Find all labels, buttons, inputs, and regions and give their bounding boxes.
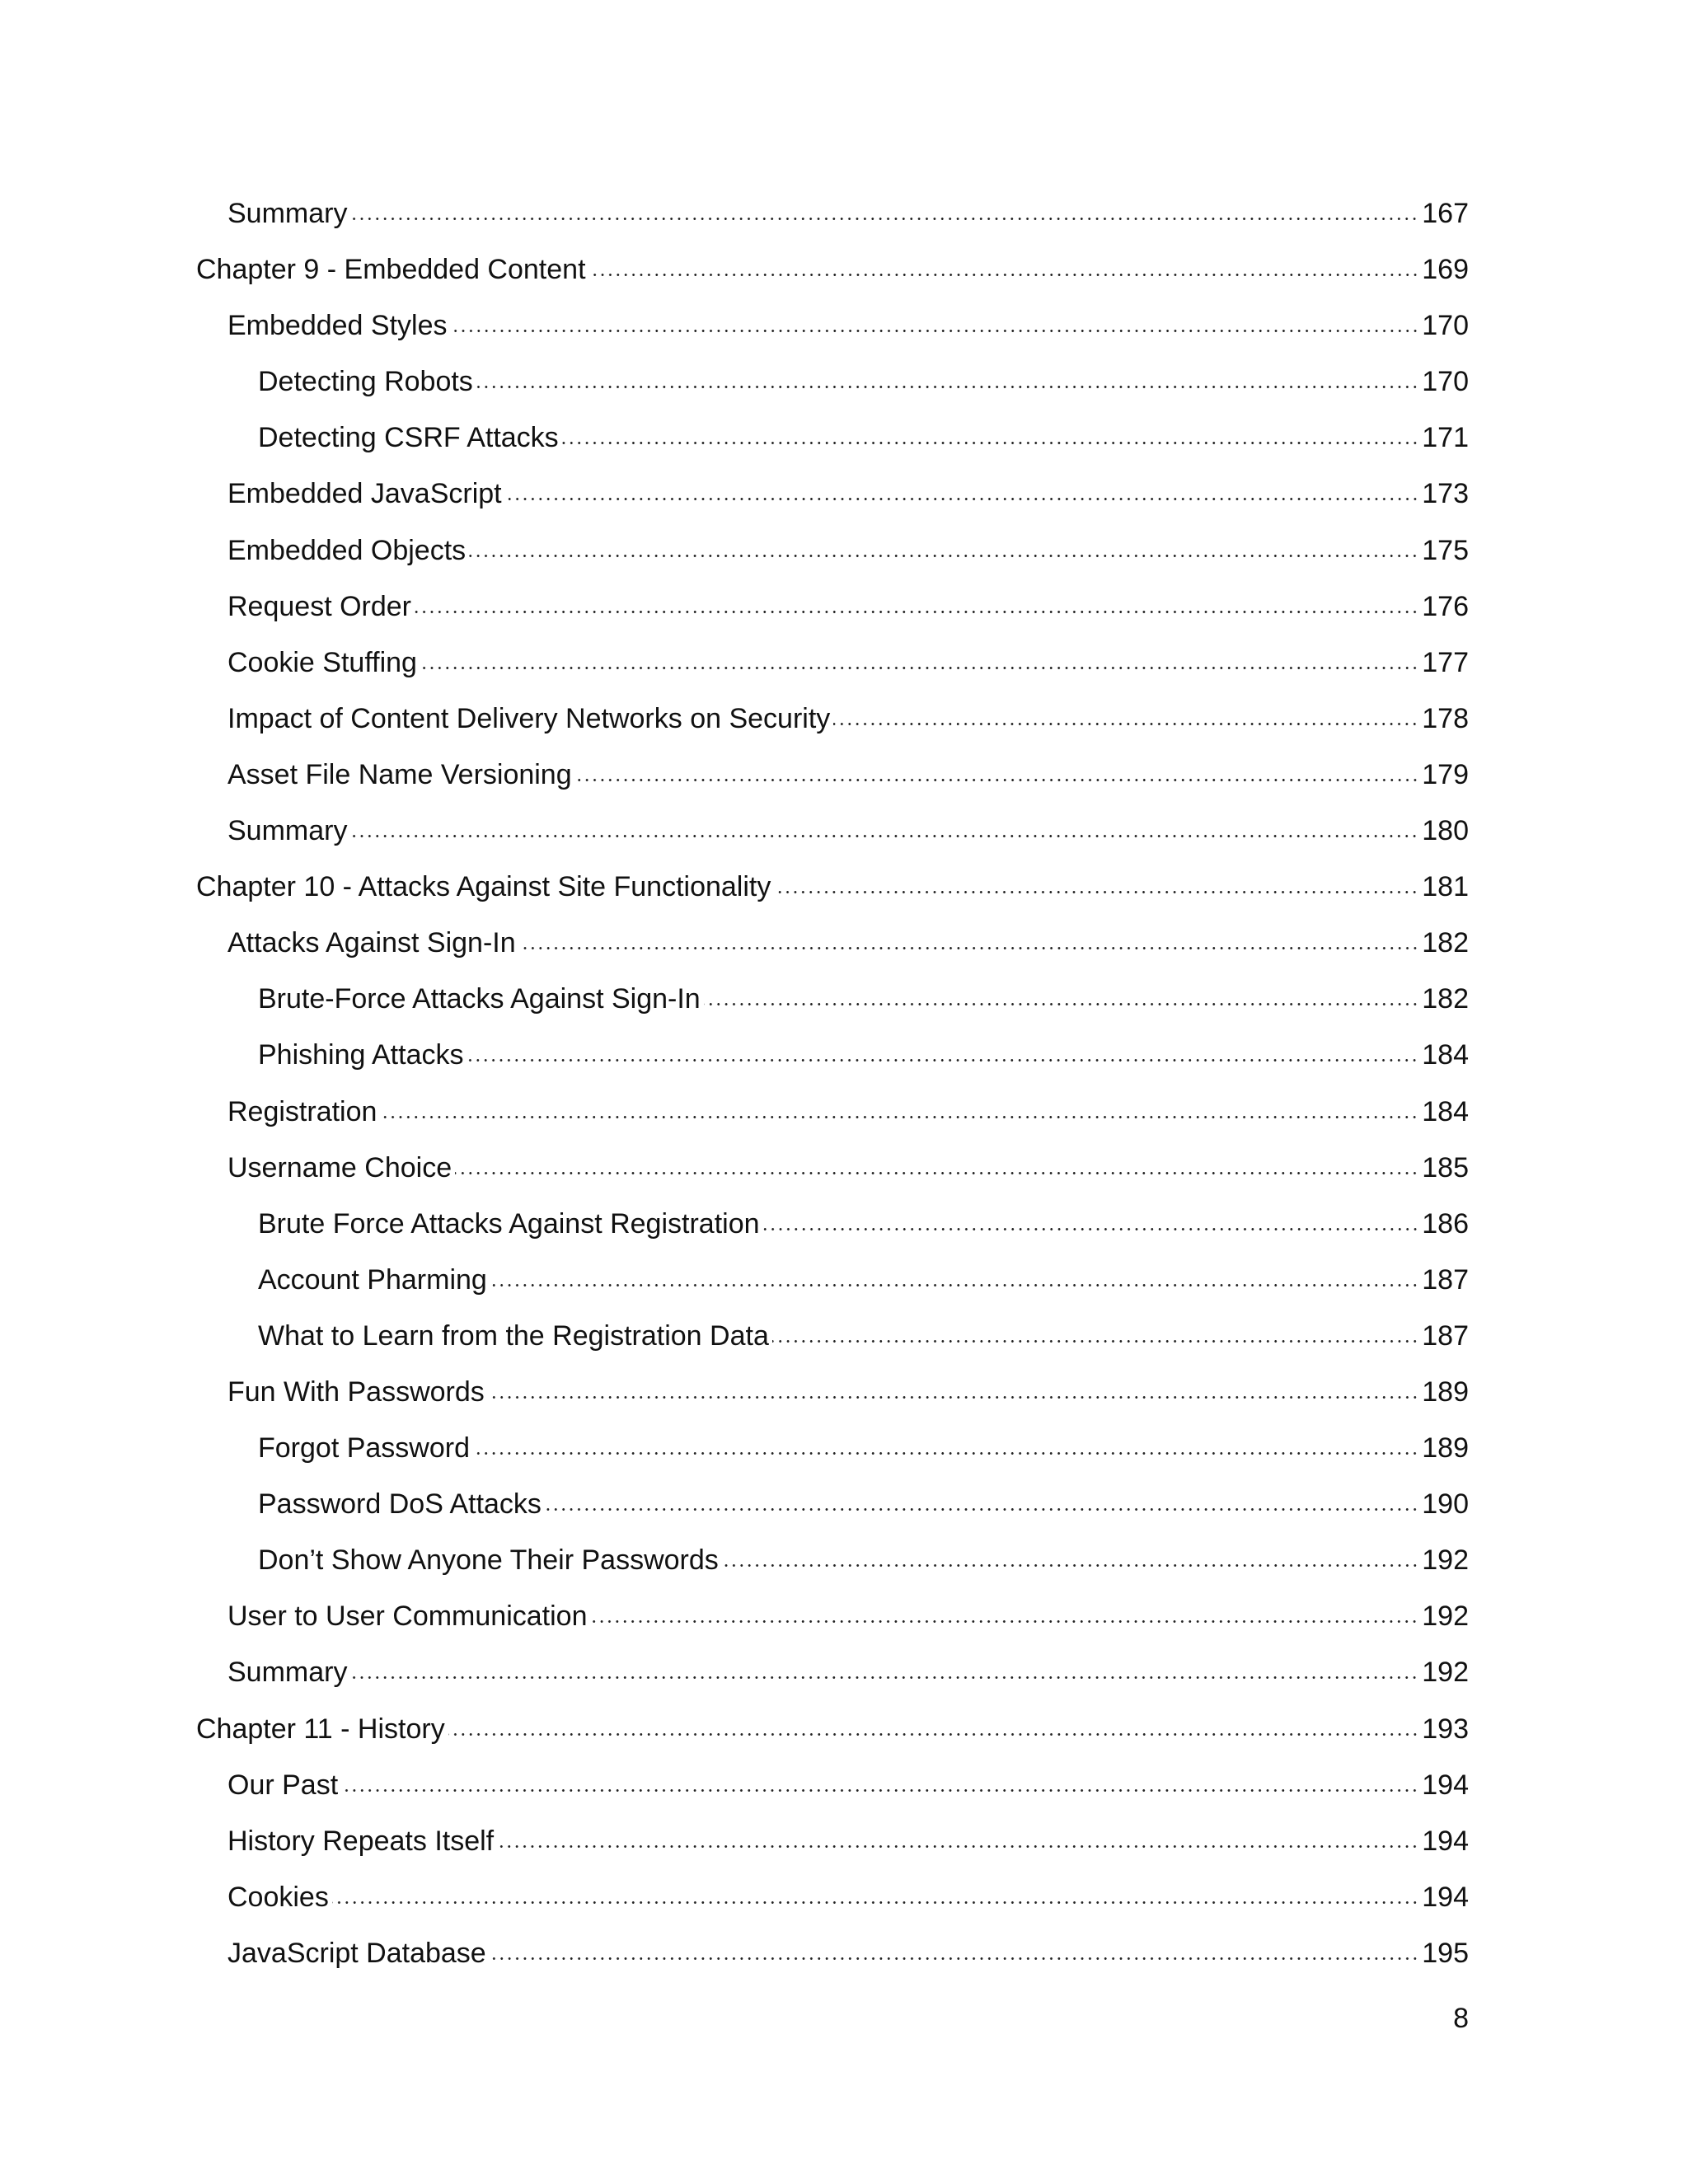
- toc-entry-title: Impact of Content Delivery Networks on Security: [227, 702, 831, 734]
- toc-entry-title: JavaScript Database: [227, 1937, 486, 1969]
- toc-section-entry[interactable]: [196, 1429, 1469, 1485]
- toc-entry-page-number: 179: [1422, 758, 1469, 790]
- toc-dot-leader: [704, 980, 1419, 1008]
- toc-entry-title: Embedded JavaScript: [227, 478, 502, 510]
- toc-dot-leader: [350, 194, 1418, 223]
- toc-entry-title: Forgot Password: [258, 1432, 470, 1465]
- toc-entry-title: Fun With Passwords: [227, 1376, 485, 1408]
- toc-entry-title: Don’t Show Anyone Their Passwords: [258, 1544, 719, 1577]
- toc-chapter-entry[interactable]: [196, 251, 1469, 307]
- toc-entry-title: Account Pharming: [258, 1263, 487, 1296]
- toc-dot-leader: [722, 1541, 1418, 1569]
- toc-entry-page-number: 190: [1422, 1488, 1469, 1521]
- toc-entry-page-number: 169: [1422, 254, 1469, 286]
- toc-entry-title: Detecting Robots: [258, 366, 473, 398]
- toc-dot-leader: [420, 644, 1418, 672]
- toc-dot-leader: [497, 1822, 1418, 1850]
- toc-entry-title: Summary: [227, 1657, 348, 1689]
- toc-entry-title: Brute Force Attacks Against Registration: [258, 1207, 760, 1240]
- toc-entry-title: Password DoS Attacks: [258, 1488, 542, 1521]
- toc-entry-page-number: 170: [1422, 366, 1469, 398]
- toc-entry-page-number: 195: [1422, 1937, 1469, 1969]
- toc-dot-leader: [380, 1093, 1418, 1121]
- toc-entry-title: Brute-Force Attacks Against Sign-In: [258, 983, 701, 1015]
- toc-section-entry[interactable]: [196, 1093, 1469, 1149]
- toc-section-entry[interactable]: [196, 1822, 1469, 1878]
- table-of-contents: [196, 194, 1469, 1990]
- toc-dot-leader: [562, 419, 1419, 447]
- toc-entry-title: Summary: [227, 815, 348, 847]
- toc-entry-title: Attacks Against Sign-In: [227, 927, 516, 959]
- toc-entry-page-number: 178: [1422, 702, 1469, 734]
- toc-dot-leader: [350, 1653, 1418, 1681]
- toc-dot-leader: [490, 1261, 1418, 1289]
- page-number: 8: [1453, 2003, 1469, 2034]
- toc-dot-leader: [590, 1597, 1418, 1625]
- toc-section-entry[interactable]: [196, 475, 1469, 531]
- toc-dot-leader: [774, 868, 1418, 896]
- toc-entry-page-number: 171: [1422, 422, 1469, 454]
- toc-entry-title: Embedded Styles: [227, 310, 448, 342]
- toc-entry-page-number: 192: [1422, 1601, 1469, 1633]
- toc-entry-page-number: 189: [1422, 1432, 1469, 1465]
- toc-section-entry[interactable]: [196, 1317, 1469, 1373]
- toc-section-entry[interactable]: [196, 1653, 1469, 1709]
- toc-entry-title: Chapter 11 - History: [196, 1713, 445, 1745]
- toc-entry-page-number: 184: [1422, 1039, 1469, 1071]
- toc-dot-leader: [473, 1429, 1418, 1457]
- toc-dot-leader: [451, 307, 1419, 335]
- toc-entry-page-number: 177: [1422, 646, 1469, 678]
- toc-dot-leader: [415, 588, 1418, 616]
- toc-section-entry[interactable]: [196, 363, 1469, 419]
- toc-dot-leader: [772, 1317, 1418, 1345]
- toc-section-entry[interactable]: [196, 307, 1469, 363]
- toc-section-entry[interactable]: [196, 644, 1469, 700]
- toc-entry-page-number: 193: [1422, 1713, 1469, 1745]
- toc-dot-leader: [490, 1934, 1419, 1962]
- toc-section-entry[interactable]: [196, 1878, 1469, 1934]
- toc-entry-title: Cookies: [227, 1881, 329, 1913]
- toc-entry-page-number: 182: [1422, 927, 1469, 959]
- toc-entry-title: Registration: [227, 1095, 377, 1127]
- toc-section-entry[interactable]: [196, 532, 1469, 588]
- toc-entry-page-number: 181: [1422, 871, 1469, 903]
- toc-entry-page-number: 185: [1422, 1151, 1469, 1183]
- toc-section-entry[interactable]: [196, 1261, 1469, 1317]
- toc-entry-title: Username Choice: [227, 1151, 452, 1183]
- toc-entry-title: User to User Communication: [227, 1601, 588, 1633]
- toc-entry-title: Cookie Stuffing: [227, 646, 417, 678]
- toc-chapter-entry[interactable]: [196, 1710, 1469, 1766]
- toc-section-entry[interactable]: [196, 1205, 1469, 1261]
- toc-entry-title: Summary: [227, 198, 348, 229]
- toc-dot-leader: [575, 756, 1419, 784]
- toc-dot-leader: [763, 1205, 1419, 1233]
- toc-entry-page-number: 170: [1422, 310, 1469, 342]
- toc-entry-page-number: 184: [1422, 1095, 1469, 1127]
- toc-dot-leader: [505, 475, 1419, 503]
- toc-entry-page-number: 186: [1422, 1207, 1469, 1240]
- toc-dot-leader: [545, 1485, 1418, 1513]
- toc-dot-leader: [476, 363, 1418, 391]
- toc-section-entry[interactable]: [196, 1149, 1469, 1205]
- toc-section-entry[interactable]: [196, 756, 1469, 812]
- toc-entry-title: History Repeats Itself: [227, 1825, 495, 1857]
- toc-section-entry[interactable]: [196, 980, 1469, 1036]
- toc-entry-title: Chapter 9 - Embedded Content: [196, 254, 586, 286]
- toc-entry-title: Chapter 10 - Attacks Against Site Functionality: [196, 871, 771, 903]
- toc-entry-title: Our Past: [227, 1769, 339, 1801]
- toc-entry-page-number: 192: [1422, 1544, 1469, 1577]
- toc-section-entry[interactable]: [196, 1597, 1469, 1653]
- toc-section-entry[interactable]: [196, 194, 1469, 251]
- toc-section-entry[interactable]: [196, 1934, 1469, 1990]
- toc-section-entry[interactable]: [196, 588, 1469, 644]
- toc-dot-leader: [469, 532, 1418, 560]
- toc-entry-title: Asset File Name Versioning: [227, 758, 572, 790]
- toc-dot-leader: [833, 700, 1418, 728]
- toc-entry-page-number: 187: [1422, 1319, 1469, 1352]
- toc-section-entry[interactable]: [196, 700, 1469, 756]
- toc-section-entry[interactable]: [196, 812, 1469, 868]
- toc-section-entry[interactable]: [196, 1373, 1469, 1429]
- toc-dot-leader: [488, 1373, 1419, 1401]
- toc-section-entry[interactable]: [196, 1036, 1469, 1092]
- toc-entry-page-number: 176: [1422, 590, 1469, 622]
- toc-dot-leader: [589, 251, 1419, 279]
- toc-dot-leader: [519, 924, 1419, 952]
- toc-section-entry[interactable]: [196, 924, 1469, 980]
- toc-dot-leader: [467, 1036, 1418, 1064]
- toc-dot-leader: [341, 1766, 1418, 1794]
- toc-entry-title: Detecting CSRF Attacks: [258, 422, 559, 454]
- toc-entry-page-number: 189: [1422, 1376, 1469, 1408]
- toc-dot-leader: [350, 812, 1418, 840]
- toc-entry-title: Phishing Attacks: [258, 1039, 464, 1071]
- toc-entry-title: Embedded Objects: [227, 534, 467, 566]
- toc-entry-page-number: 187: [1422, 1263, 1469, 1296]
- toc-dot-leader: [448, 1710, 1419, 1738]
- toc-entry-page-number: 175: [1422, 534, 1469, 566]
- toc-entry-page-number: 173: [1422, 478, 1469, 510]
- toc-entry-title: What to Learn from the Registration Data: [258, 1319, 769, 1352]
- toc-section-entry[interactable]: [196, 419, 1469, 475]
- toc-section-entry[interactable]: [196, 1766, 1469, 1822]
- toc-chapter-entry[interactable]: [196, 868, 1469, 924]
- toc-section-entry[interactable]: [196, 1485, 1469, 1541]
- toc-entry-page-number: 182: [1422, 983, 1469, 1015]
- toc-entry-page-number: 192: [1422, 1657, 1469, 1689]
- toc-dot-leader: [455, 1149, 1418, 1177]
- toc-entry-title: Request Order: [227, 590, 411, 622]
- toc-entry-page-number: 167: [1422, 198, 1469, 229]
- toc-entry-page-number: 180: [1422, 815, 1469, 847]
- toc-dot-leader: [332, 1878, 1418, 1906]
- toc-entry-page-number: 194: [1422, 1881, 1469, 1913]
- toc-entry-page-number: 194: [1422, 1825, 1469, 1857]
- toc-entry-page-number: 194: [1422, 1769, 1469, 1801]
- toc-section-entry[interactable]: [196, 1541, 1469, 1597]
